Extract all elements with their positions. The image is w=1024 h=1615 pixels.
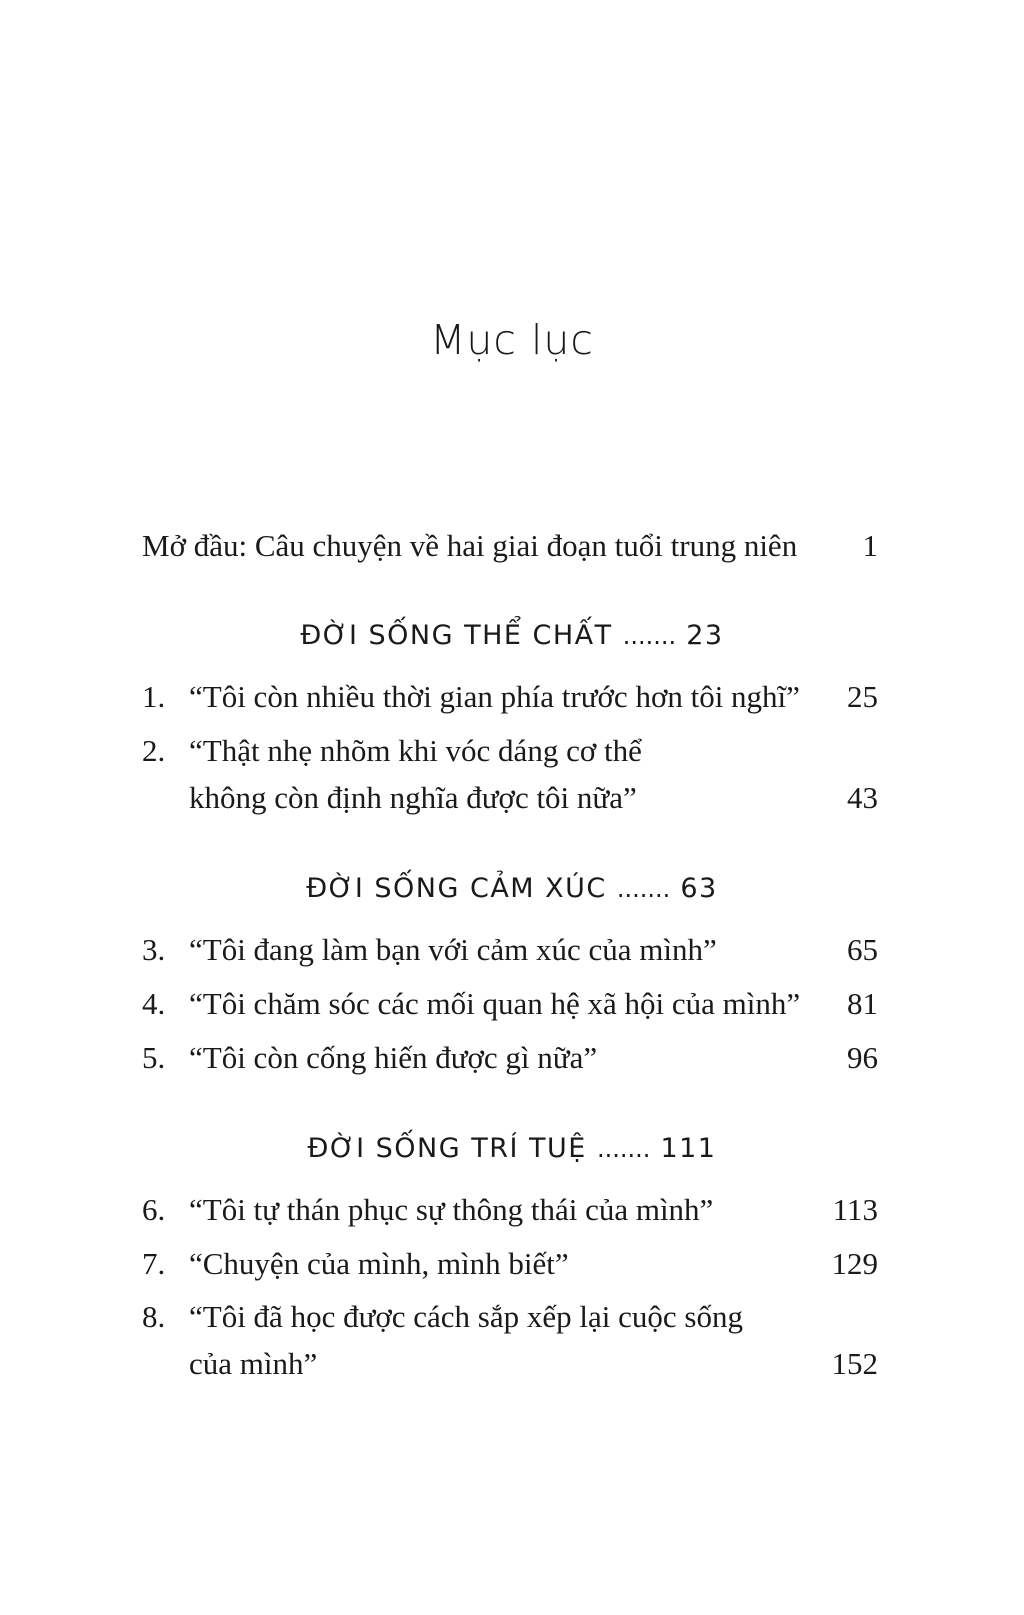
entry-number: 4. [142,986,166,1021]
entry-number: 8. [142,1299,166,1334]
entry-page-number: 113 [832,1192,878,1227]
section-page-number: 23 [686,620,724,651]
section-heading-intellectual [0,1129,1024,1169]
entry-title: “Tôi đang làm bạn với cảm xúc của mình” [189,932,717,967]
entry-number: 3. [142,932,166,967]
entry-title: Mở đầu: Câu chuyện về hai giai đoạn tuổi trung niên [142,528,798,563]
section-title: ĐỜI SỐNG THỂ CHẤT [300,620,613,651]
section-page-number: 111 [660,1133,717,1164]
entry-page-number: 65 [847,932,878,967]
section-heading-emotional [0,869,1024,909]
entry-page-number: 81 [847,986,878,1021]
section-title: ĐỜI SỐNG TRÍ TUỆ [307,1133,587,1164]
entry-number: 6. [142,1192,166,1227]
entry-title: “Tôi chăm sóc các mối quan hệ xã hội của mình” [189,986,801,1021]
toc-title: Mục lục [430,316,594,364]
entry-title-continued: không còn định nghĩa được tôi nữa” [189,780,637,815]
entry-number: 5. [142,1040,166,1075]
entry-number: 2. [142,733,166,768]
entry-title: “Tôi tự thán phục sự thông thái của mình” [189,1192,714,1227]
entry-title: “Thật nhẹ nhõm khi vóc dáng cơ thể [189,733,642,768]
entry-page-number: 96 [847,1040,878,1075]
entry-page-number: 25 [847,679,878,714]
entry-title: “Tôi còn cống hiến được gì nữa” [189,1040,598,1075]
entry-title: “Tôi còn nhiều thời gian phía trước hơn tôi nghĩ” [189,679,800,714]
entry-title-continued: của mình” [189,1346,318,1381]
section-leader-dots: ....... [622,622,677,650]
section-leader-dots: ....... [596,1135,651,1163]
entry-page-number: 152 [831,1346,878,1381]
entry-page-number: 43 [847,780,878,815]
entry-number: 7. [142,1246,166,1281]
entry-title: “Chuyện của mình, mình biết” [189,1246,569,1281]
entry-title: “Tôi đã học được cách sắp xếp lại cuộc sống [189,1299,743,1334]
entry-number: 1. [142,679,166,714]
section-heading-physical [0,616,1024,656]
section-leader-dots: ....... [616,875,671,903]
section-page-number: 63 [680,873,718,904]
entry-page-number: 1 [862,528,878,563]
entry-page-number: 129 [831,1246,878,1281]
section-title: ĐỜI SỐNG CẢM XÚC [306,873,607,904]
